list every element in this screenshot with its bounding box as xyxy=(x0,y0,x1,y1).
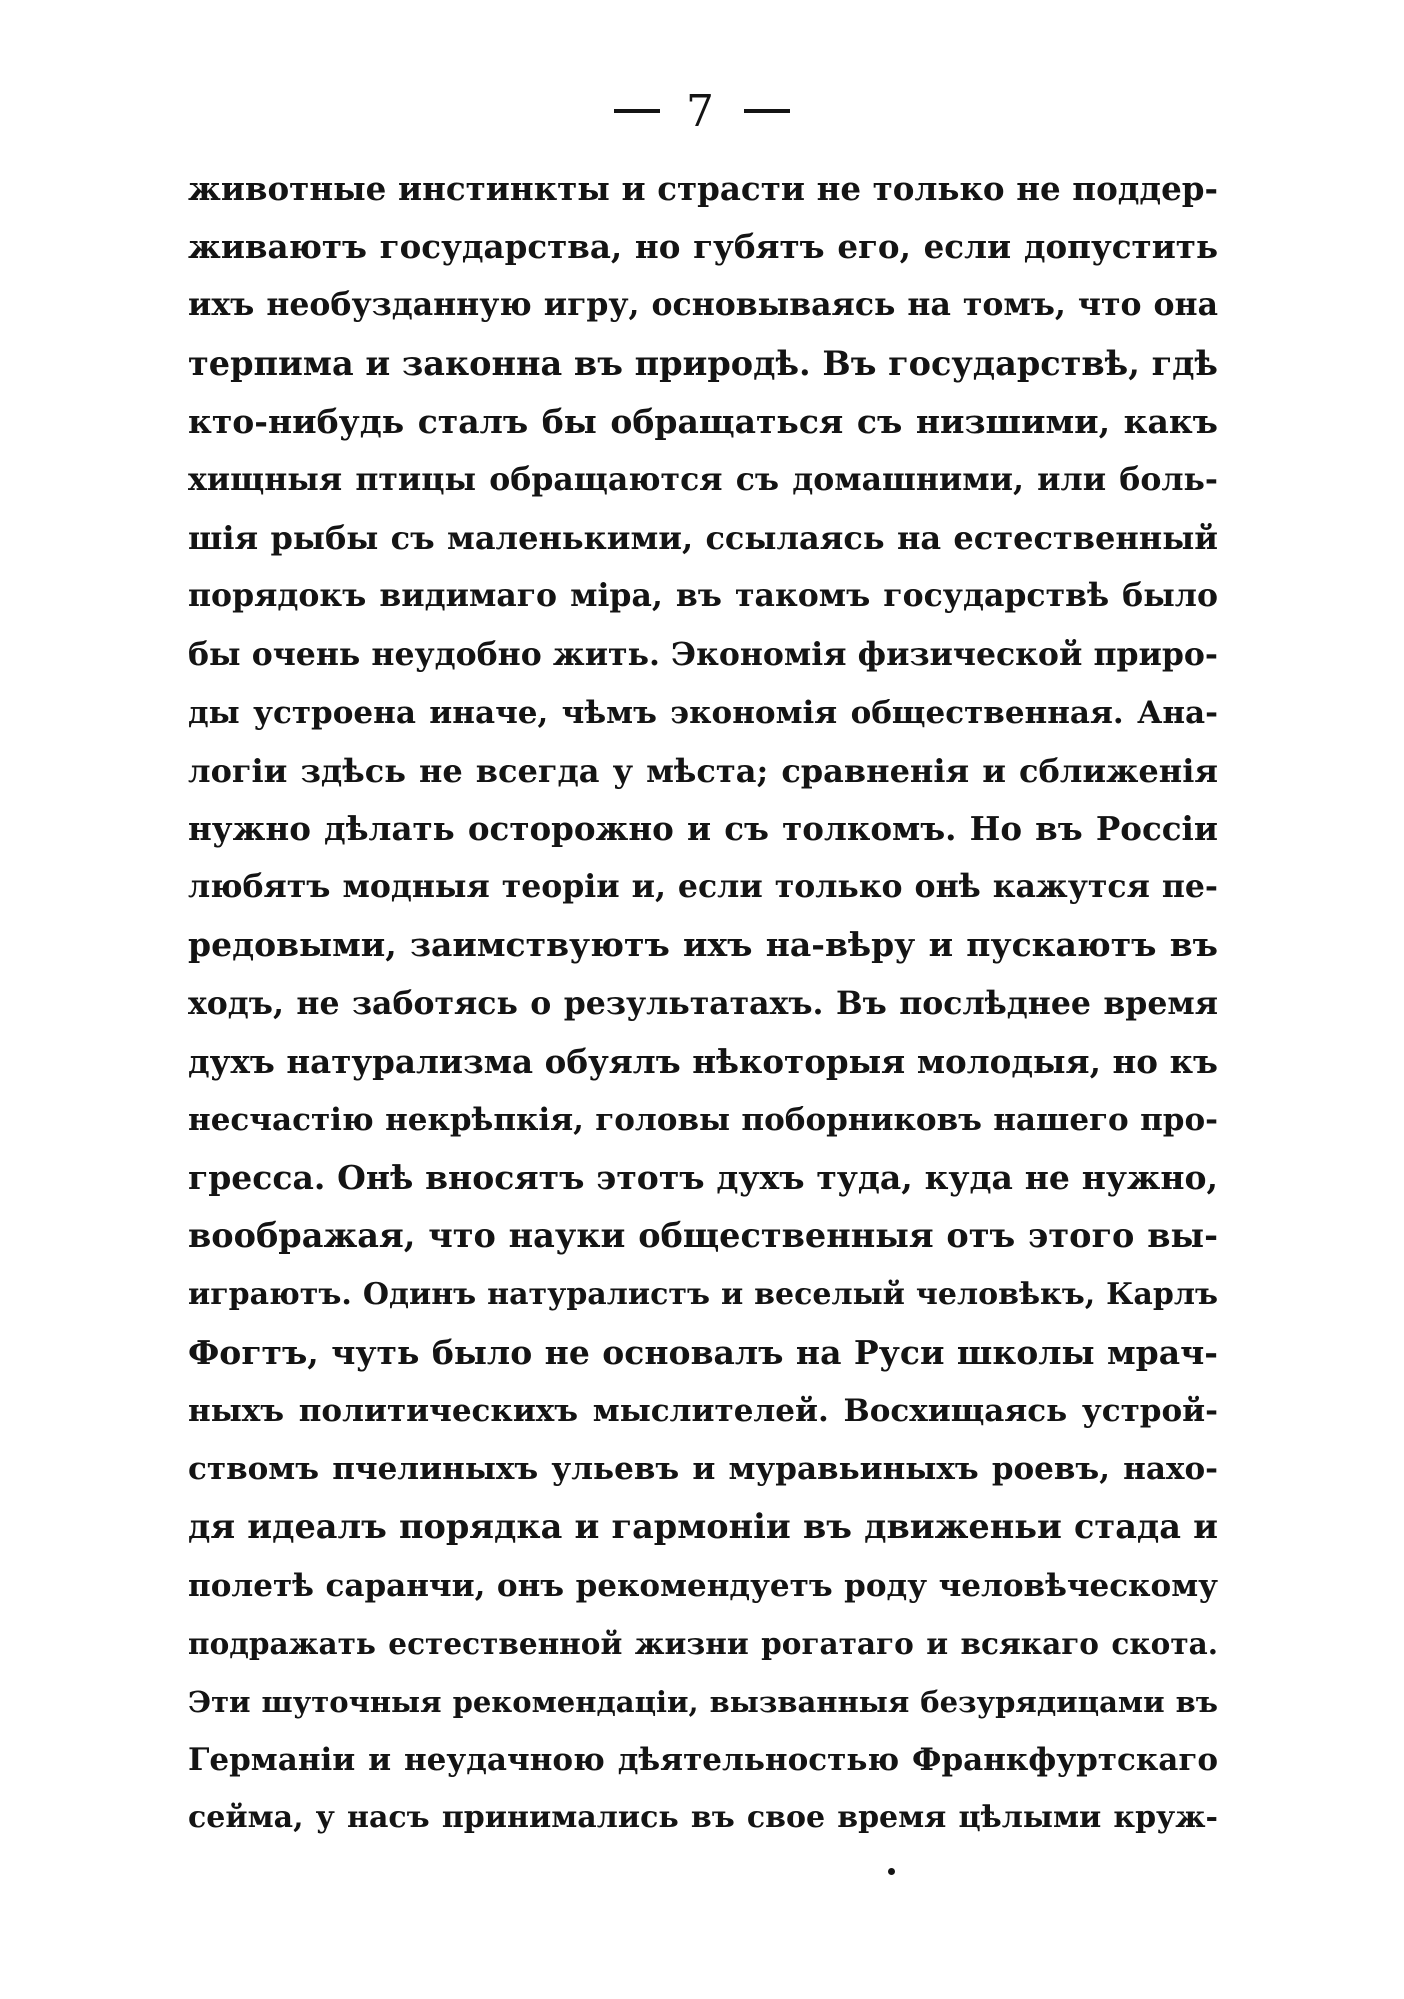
text-line: несчастію некрѣпкія, головы поборниковъ нашего про- xyxy=(188,1102,1218,1138)
text-line: живаютъ государства, но губятъ его, если допустить xyxy=(188,227,1218,267)
page-header xyxy=(0,84,1404,140)
body-text xyxy=(188,160,1218,1847)
text-line: ды устроена иначе, чѣмъ экономія общественная. Ана- xyxy=(188,694,1218,731)
page-number: 7 xyxy=(686,86,718,137)
text-line: Германіи и неудачною дѣятельностью Франкфуртскаго xyxy=(188,1742,1218,1779)
text-line: шія рыбы съ маленькими, ссылаясь на естественный xyxy=(188,519,1218,558)
text-line: ныхъ политическихъ мыслителей. Восхищаясь устрой- xyxy=(188,1392,1218,1429)
text-line: дя идеалъ порядка и гармоніи въ движеньи стада и xyxy=(188,1507,1218,1547)
text-line: ходъ, не заботясь о результатахъ. Въ послѣднее время xyxy=(188,984,1218,1022)
text-line: кто-нибудь сталъ бы обращаться съ низшими, какъ xyxy=(188,401,1218,441)
text-line: Эти шуточныя рекомендаціи, вызванныя безурядицами въ xyxy=(188,1684,1218,1719)
text-line: подражать естественной жизни рогатаго и всякаго скота. xyxy=(188,1625,1218,1661)
text-line: играютъ. Одинъ натуралистъ и веселый человѣкъ, Карлъ xyxy=(188,1276,1218,1312)
text-line: хищныя птицы обращаются съ домашними, или боль- xyxy=(188,460,1218,498)
text-line: терпима и законна въ природѣ. Въ государствѣ, гдѣ xyxy=(188,343,1218,383)
text-line: гресса. Онѣ вносятъ этотъ духъ туда, куда не нужно, xyxy=(188,1158,1218,1198)
right-dash xyxy=(744,109,790,113)
text-line: нужно дѣлать осторожно и съ толкомъ. Но въ Россіи xyxy=(188,809,1218,849)
signature-mark xyxy=(888,1868,895,1875)
text-line: полетѣ саранчи, онъ рекомендуетъ роду человѣческому xyxy=(188,1567,1218,1604)
left-dash xyxy=(614,109,660,113)
text-line: Фогтъ, чуть было не основалъ на Руси школы мрач- xyxy=(188,1332,1218,1372)
text-line: ствомъ пчелиныхъ ульевъ и муравьиныхъ роевъ, нахо- xyxy=(188,1451,1218,1488)
text-line: редовыми, заимствуютъ ихъ на-вѣру и пускаютъ въ xyxy=(188,925,1218,965)
text-line: духъ натурализма обуялъ нѣкоторыя молодыя, но къ xyxy=(188,1041,1218,1081)
text-line: воображая, что науки общественныя отъ этого вы- xyxy=(188,1216,1218,1256)
text-line: логіи здѣсь не всегда у мѣста; сравненія и сближенія xyxy=(188,751,1218,790)
text-line: любятъ модныя теоріи и, если только онѣ кажутся пе- xyxy=(188,868,1218,906)
text-line: бы очень неудобно жить. Экономія физической приро- xyxy=(188,635,1218,673)
text-line: ихъ необузданную игру, основываясь на томъ, что она xyxy=(188,286,1218,324)
text-line: сейма, у насъ принимались въ свое время цѣлыми круж- xyxy=(188,1800,1218,1836)
text-line: животные инстинкты и страсти не только не поддер- xyxy=(188,169,1218,208)
text-line: порядокъ видимаго міра, въ такомъ государствѣ было xyxy=(188,577,1218,615)
